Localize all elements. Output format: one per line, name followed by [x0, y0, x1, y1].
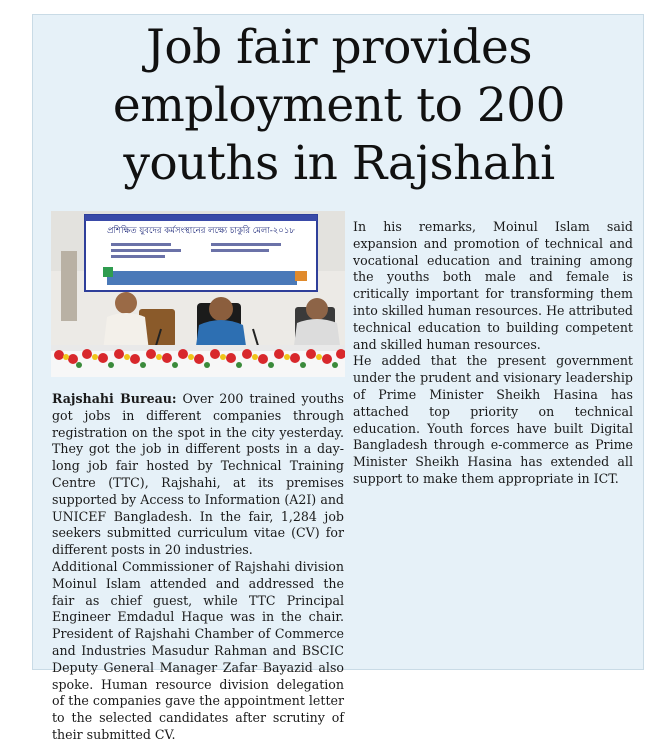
photo-scene: [51, 211, 345, 377]
person-right: [306, 298, 328, 320]
dateline: Rajshahi Bureau:: [52, 391, 177, 406]
banner-text: প্রশিক্ষিত যুবদের কর্মসংস্থানের লক্ষ্যে চাকুরি মেলা-২০১৮: [107, 226, 295, 236]
paragraph-1: [52, 391, 344, 559]
person-left: [115, 292, 137, 314]
article-photo: [51, 211, 345, 377]
article-column-left: [52, 391, 344, 744]
paragraph-1-text: Over 200 trained youths got jobs in different companies through registration on the spot in the city yesterday. They got the job in different posts in a day-long job fair hosted by Technical Training Centre (TTC), Rajshahi, at its premises supported by Access to Information (A2I) and UNICEF Bangladesh. In the fair, 1,284 job seekers submitted curriculum vitae (CV) for different posts in 20 industries.: [52, 391, 344, 558]
paragraph-2: Additional Commissioner of Rajshahi division Moinul Islam attended and addressed the fair as chief guest, while TTC Principal Engineer Emdadul Haque was in the chair. President of Rajshahi Chamber of Commerce and Industries Masudur Rahman and BSCIC Deputy General Manager Zafar Bayazid also spoke. Human resource division delegation of the companies gave the appointment letter to the selected candidates after scrutiny of their submitted CV.: [52, 558, 344, 742]
paragraph-4: He added that the present government under the prudent and visionary leadership of Prime Minister Sheikh Hasina has attached top priority on technical education. Youth forces have built Digital Bangladesh through e-commerce as Prime Minister Sheikh Hasina has extended all support to make them appropriate in ICT.: [353, 353, 633, 486]
newspaper-clipping: [32, 14, 644, 742]
paragraph-3: In his remarks, Moinul Islam said expansion and promotion of technical and vocational education and training among the youths both male and female is critically important for transforming them into skilled human resources. He attributed technical education to building competent and skilled human resources.: [353, 219, 633, 352]
person-center: [209, 297, 233, 321]
headline: Job fair provides employment to 200 youths in Rajshahi: [112, 20, 566, 191]
article-column-right: [353, 219, 633, 488]
